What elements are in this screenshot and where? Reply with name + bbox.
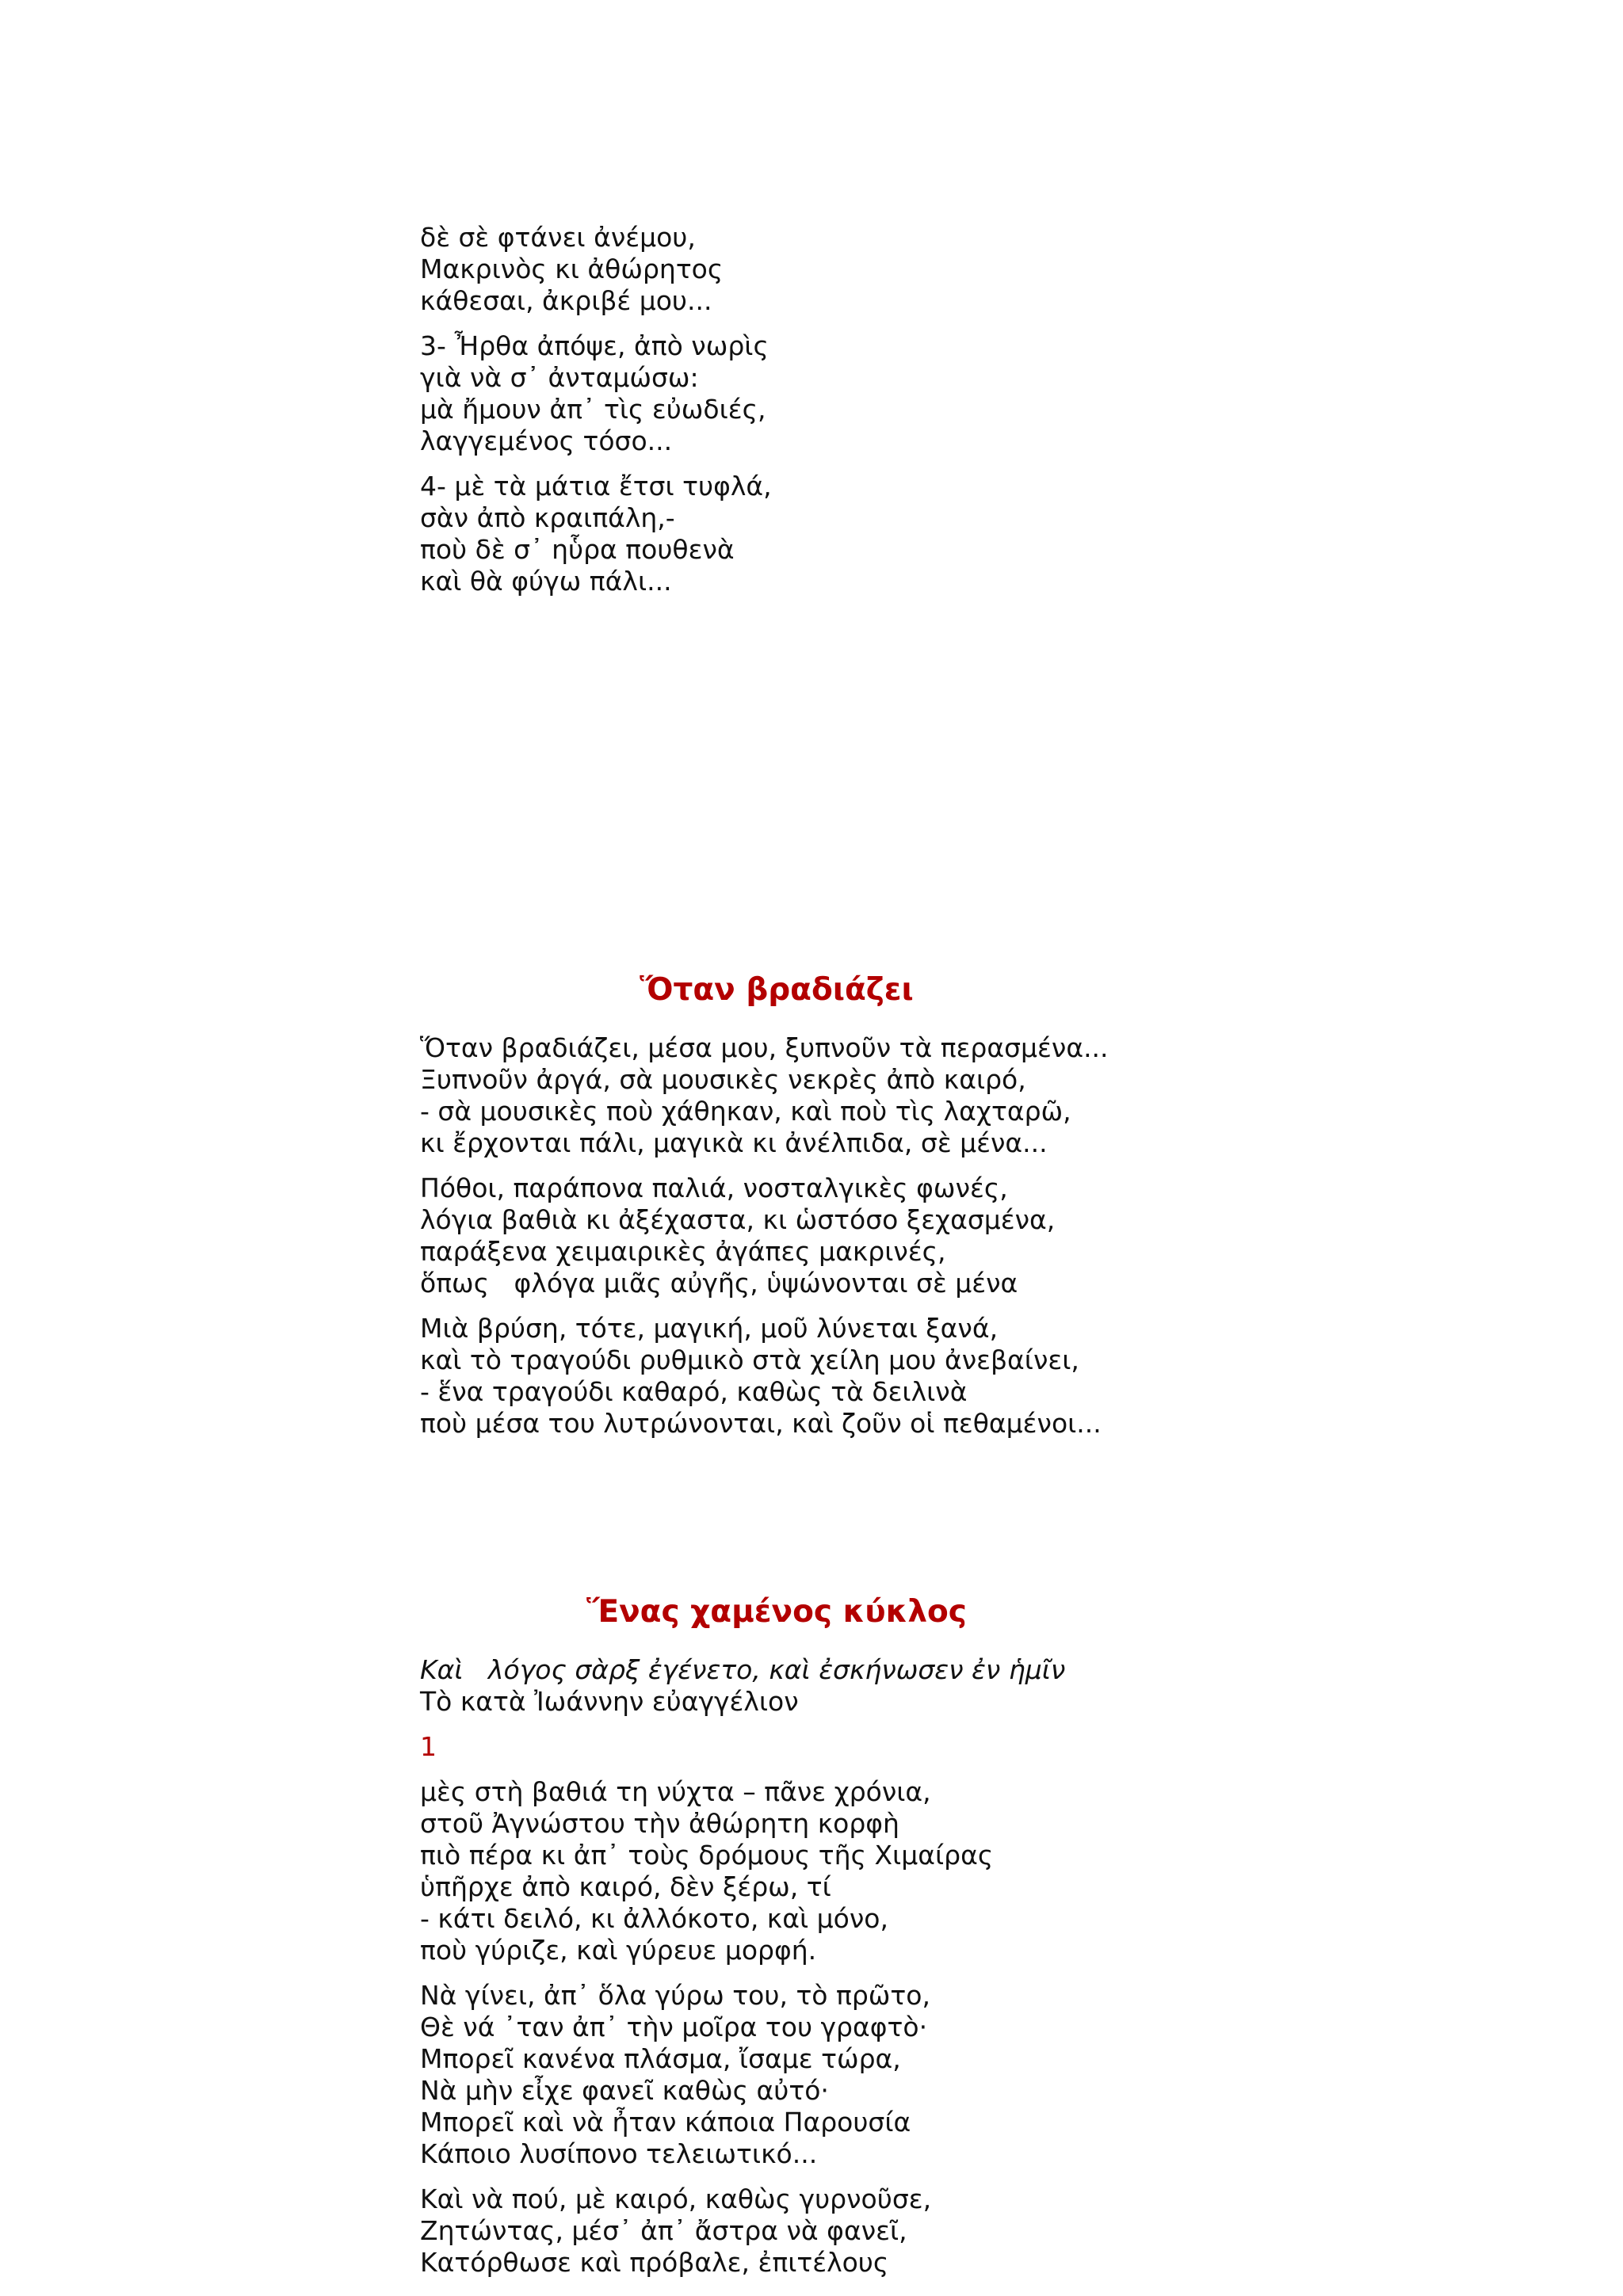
- verse-line: Πόθοι, παράπονα παλιά, νοσταλγικὲς φωνές,: [420, 1173, 1008, 1203]
- verse-line: λόγια βαθιὰ κι ἀξέχαστα, κι ὡστόσο ξεχασμένα,: [420, 1204, 1056, 1235]
- verse-line: Νὰ μὴν εἶχε φανεῖ καθὼς αὐτό·: [420, 2075, 829, 2106]
- verse-line: παράξενα χειμαιρικὲς ἀγάπες μακρινές,: [420, 1236, 946, 1267]
- verse-line: Ξυπνοῦν ἀργά, σὰ μουσικὲς νεκρὲς ἀπὸ καιρό,: [420, 1064, 1026, 1095]
- stanza: [420, 1173, 1133, 1299]
- verse-line: Θὲ νά ᾿ταν ἀπ᾽ τὴν μοῖρα του γραφτὸ·: [420, 2012, 928, 2042]
- top-poem: [420, 222, 1292, 597]
- stanza: [420, 330, 1292, 457]
- verse-line: Νὰ γίνει, ἀπ᾽ ὅλα γύρω του, τὸ πρῶτο,: [420, 1980, 930, 2011]
- verse-line: στοῦ Ἀγνώστου τὴν ἀθώρητη κορφὴ: [420, 1808, 899, 1839]
- verse-line: - ἕνα τραγούδι καθαρό, καθὼς τὰ δειλινὰ: [420, 1376, 968, 1407]
- verse-line: κι ἔρχονται πάλι, μαγικὰ κι ἀνέλπιδα, σὲ μένα...: [420, 1127, 1048, 1158]
- verse-line: ποὺ γύριζε, καὶ γύρευε μορφή.: [420, 1935, 817, 1966]
- stanza: [420, 222, 1292, 317]
- stanza: [420, 1313, 1133, 1440]
- verse-line: Καὶ νὰ πού, μὲ καιρό, καθὼς γυρνοῦσε,: [420, 2183, 932, 2214]
- poem-title: Ὅταν βραδιάζει: [640, 972, 914, 1008]
- document-page: [420, 222, 1292, 2278]
- verse-line: ὑπῆρχε ἀπὸ καιρό, δὲν ξέρω, τί: [420, 1871, 831, 1902]
- verse-line: Ζητώντας, μέσ᾽ ἀπ᾽ ἄστρα νὰ φανεῖ,: [420, 2215, 907, 2246]
- verse-line: ποὺ δὲ σ᾽ ηὗρα πουθενὰ: [420, 534, 735, 565]
- epigraph-source: Τὸ κατὰ Ἰωάννην εὐαγγέλιον: [420, 1686, 799, 1717]
- verse-line: δὲ σὲ φτάνει ἀνέμου,: [420, 222, 696, 253]
- verse-line: Μπορεῖ καὶ νὰ ἦταν κάποια Παρουσία: [420, 2107, 911, 2138]
- verse-line: 4- μὲ τὰ μάτια ἔτσι τυφλά,: [420, 471, 772, 502]
- poem-enas-chamenos-kyklos: [420, 1592, 1133, 2292]
- verse-line: ὅπως φλόγα μιᾶς αὐγῆς, ὑψώνονται σὲ μένα: [420, 1268, 1018, 1299]
- verse-line: ποὺ μέσα του λυτρώνονται, καὶ ζοῦν οἱ πεθαμένοι...: [420, 1408, 1102, 1439]
- stanza: [420, 1776, 1133, 1966]
- verse-line: Μακρινὸς κι ἀθώρητος: [420, 254, 724, 284]
- poem-otan-vradiazei: [420, 971, 1133, 1453]
- section-number: 1: [420, 1731, 437, 1762]
- verse-line: Μπορεῖ κανένα πλάσμα, ἴσαμε τώρα,: [420, 2043, 901, 2074]
- verse-line: πιὸ πέρα κι ἀπ᾽ τοὺς δρόμους τῆς Χιμαίρας: [420, 1840, 994, 1871]
- verse-line: Κάποιο λυσίπονο τελειωτικό...: [420, 2138, 818, 2169]
- verse-line: λαγγεμένος τόσο...: [420, 425, 673, 456]
- verse-line: Ὅταν βραδιάζει, μέσα μου, ξυπνοῦν τὰ περασμένα...: [420, 1032, 1109, 1063]
- verse-line: καὶ τὸ τραγούδι ρυθμικὸ στὰ χείλη μου ἀνεβαίνει,: [420, 1344, 1079, 1375]
- stanza: [420, 1032, 1133, 1159]
- poem-title: Ἕνας χαμένος κύκλος: [586, 1594, 967, 1630]
- stanza: [420, 1980, 1133, 2170]
- stanza: [420, 2183, 1133, 2279]
- epigraph: [420, 1654, 1133, 1718]
- verse-line: καὶ θὰ φύγω πάλι...: [420, 566, 672, 597]
- verse-line: - σὰ μουσικὲς ποὺ χάθηκαν, καὶ ποὺ τὶς λαχταρῶ,: [420, 1096, 1071, 1127]
- verse-line: κάθεσαι, ἀκριβέ μου...: [420, 285, 712, 316]
- epigraph-quote: Καὶ λόγος σὰρξ ἐγένετο, καὶ ἐσκήνωσεν ἐν ἡμῖν: [420, 1654, 1066, 1685]
- verse-line: γιὰ νὰ σ᾽ ἀνταμώσω:: [420, 362, 699, 393]
- verse-line: - κάτι δειλό, κι ἀλλόκοτο, καὶ μόνο,: [420, 1903, 888, 1934]
- verse-line: 3- Ἦρθα ἀπόψε, ἀπὸ νωρὶς: [420, 330, 769, 361]
- stanza: [420, 471, 1292, 597]
- verse-line: μὰ ἤμουν ἀπ᾽ τὶς εὐωδιές,: [420, 394, 766, 425]
- verse-line: Μιὰ βρύση, τότε, μαγική, μοῦ λύνεται ξανά,: [420, 1313, 999, 1344]
- verse-line: σὰν ἀπὸ κραιπάλη,-: [420, 502, 675, 533]
- verse-line: μὲς στὴ βαθιά τη νύχτα – πᾶνε χρόνια,: [420, 1776, 931, 1807]
- verse-line: Κατόρθωσε καὶ πρόβαλε, ἐπιτέλους: [420, 2247, 889, 2278]
